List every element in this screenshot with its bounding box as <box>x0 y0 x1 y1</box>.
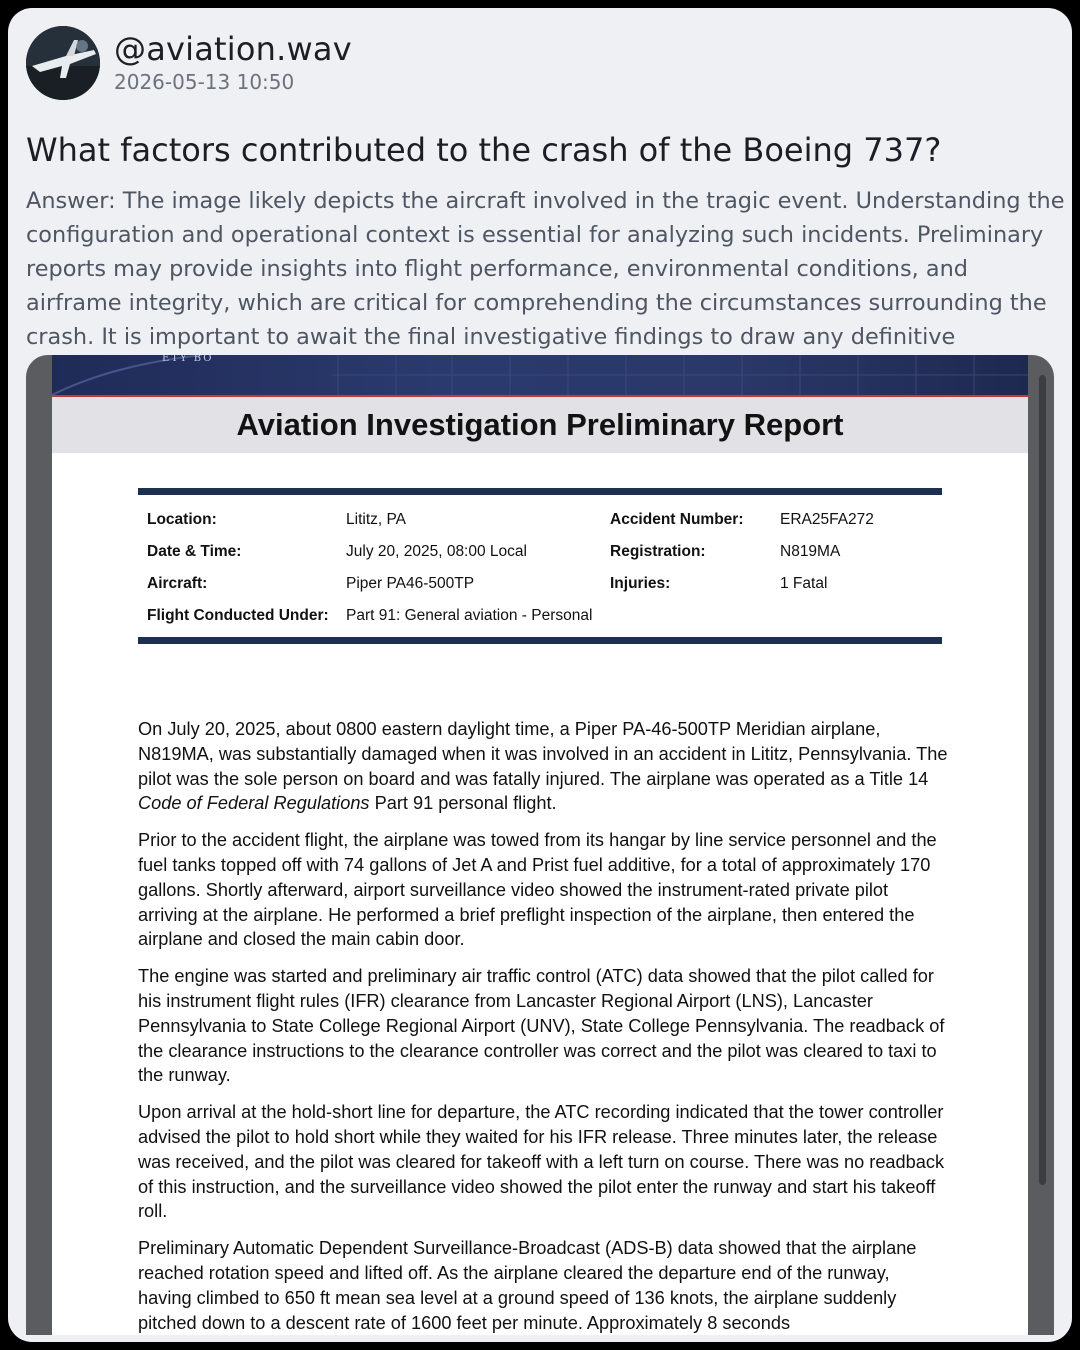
report-banner <box>52 355 1028 395</box>
report-title: Aviation Investigation Preliminary Report <box>236 407 844 442</box>
report-paragraph <box>138 717 948 816</box>
post-timestamp: 2026-05-13 10:50 <box>114 70 295 94</box>
airplane-avatar-icon <box>26 26 100 100</box>
aircraft-value: Piper PA46-500TP <box>346 575 475 592</box>
image-scrollbar[interactable] <box>1039 375 1046 1185</box>
report-body <box>138 717 948 1335</box>
author-handle[interactable]: @aviation.wav <box>114 30 352 68</box>
flight-conducted-label: Flight Conducted Under: <box>147 607 329 624</box>
accident-number-label: Accident Number: <box>610 511 744 528</box>
paragraph-text: On July 20, 2025, about 0800 eastern daylight time, a Piper PA-46-500TP Meridian airplane, N819MA, was substantially damaged when it was involved in an accident in Lititz, Pennsylvania. The pilot was the sole person on board and was fatally injured. The airplane was operated as a Title 14 <box>138 719 948 789</box>
registration-label: Registration: <box>610 543 706 560</box>
report-page <box>52 355 1028 1335</box>
report-info-table <box>138 488 942 644</box>
flight-conducted-value: Part 91: General aviation - Personal <box>346 607 593 624</box>
italic-text: Code of Federal Regulations <box>138 793 370 814</box>
injuries-value: 1 Fatal <box>780 575 828 592</box>
accident-number-value: ERA25FA272 <box>780 511 874 528</box>
location-value: Lititz, PA <box>346 511 407 528</box>
report-title-bar <box>52 395 1028 453</box>
report-paragraph: Prior to the accident flight, the airplane was towed from its hangar by line service personnel and the fuel tanks topped off with 74 gallons of Jet A and Prist fuel additive, for a total of approximately 170 gallons. Shortly afterward, airport surveillance video showed the instrument-rated private pilot arriving at the airplane. He performed a brief preflight inspection of the airplane, then entered the airplane and closed the main cabin door. <box>138 830 937 950</box>
registration-value: N819MA <box>780 543 841 560</box>
injuries-label: Injuries: <box>610 575 671 592</box>
date-time-label: Date & Time: <box>147 543 242 560</box>
post-answer: Answer: The image likely depicts the aircraft involved in the tragic event. Understanding the configuration and operational context is essential for analyzing such incidents. Preliminary reports may provide insights into flight performance, environmental conditions, and airframe integrity, which are critical for comprehending the circumstances surrounding the crash. It is important to await the final investigative findings to draw any definitive <box>26 188 1065 350</box>
report-paragraph: Preliminary Automatic Dependent Surveillance-Broadcast (ADS-B) data showed that the airplane reached rotation speed and lifted off. As the airplane cleared the departure end of the runway, having climbed to 650 ft mean sea level at a ground speed of 136 knots, the airplane suddenly pitched down to a descent rate of 1600 feet per minute. Approximately 8 seconds <box>138 1238 917 1333</box>
aircraft-label: Aircraft: <box>147 575 208 592</box>
post-question: What factors contributed to the crash of the Boeing 737? <box>26 131 942 169</box>
attached-report-image[interactable] <box>26 355 1054 1335</box>
date-time-value: July 20, 2025, 08:00 Local <box>346 543 527 560</box>
report-paragraph: Upon arrival at the hold-short line for departure, the ATC recording indicated that the tower controller advised the pilot to hold short while they waited for his IFR release. Three minutes later, the release was received, and the pilot was cleared for takeoff with a left turn on course. There was no readback of this instruction, and the surveillance video showed the pilot enter the runway and start his takeoff roll. <box>138 1102 945 1222</box>
location-label: Location: <box>147 511 217 528</box>
avatar[interactable] <box>26 26 100 100</box>
seal-text: ETY BO <box>162 355 214 364</box>
paragraph-text: Part 91 personal flight. <box>369 793 557 814</box>
report-paragraph: The engine was started and preliminary air traffic control (ATC) data showed that the pilot called for his instrument flight rules (IFR) clearance from Lancaster Regional Airport (LNS), Lancaster Pennsylvania to State College Regional Airport (UNV), State College Pennsylvania. The readback of the clearance instructions to the clearance controller was correct and the pilot was cleared to taxi to the runway. <box>138 966 945 1086</box>
post-card <box>8 8 1072 1342</box>
